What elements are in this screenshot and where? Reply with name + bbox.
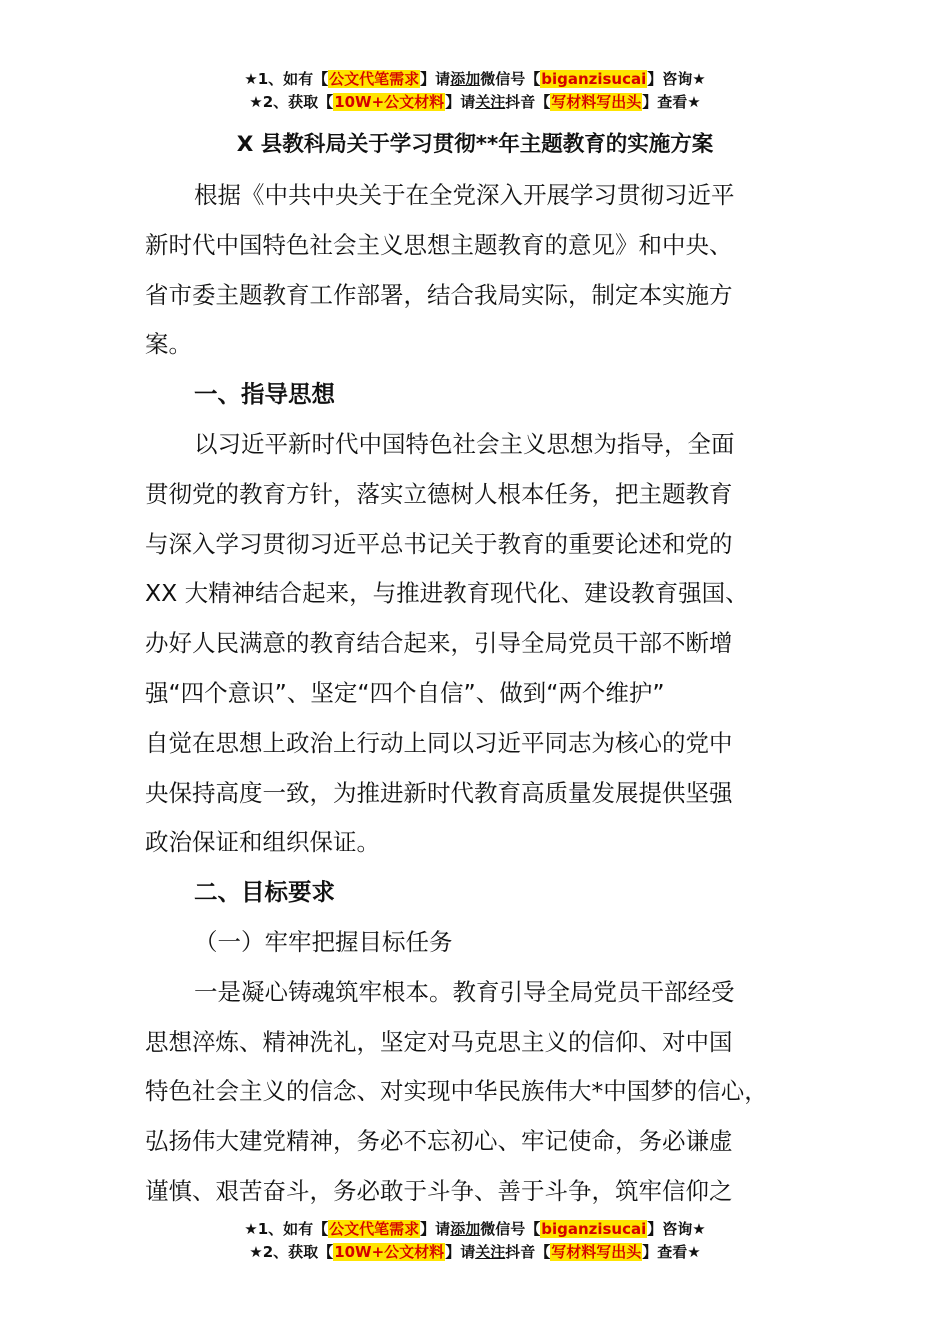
promo-banner-bottom bbox=[0, 1218, 950, 1264]
promo-text: 】查看★ bbox=[642, 93, 701, 111]
promo-text: 微信号【 bbox=[480, 1220, 541, 1238]
text-line: 弘扬伟大建党精神，务必不忘初心、牢记使命，务必谦虚 bbox=[145, 1127, 733, 1156]
text-line: 与深入学习贯彻习近平总书记关于教育的重要论述和党的 bbox=[145, 529, 733, 558]
section-heading-guiding-ideology: 一、指导思想 bbox=[194, 380, 335, 409]
text-line: XX 大精神结合起来，与推进教育现代化、建设教育强国、 bbox=[145, 579, 749, 608]
text-line: 以习近平新时代中国特色社会主义思想为指导，全面 bbox=[194, 429, 735, 458]
promo-text: 】咨询★ bbox=[647, 1220, 706, 1238]
promo-text: 】请 bbox=[445, 93, 476, 111]
highlight-text: biganzisucai bbox=[541, 70, 647, 88]
text-line: 新时代中国特色社会主义思想主题教育的意见》和中央、 bbox=[145, 230, 733, 259]
promo-text: 抖音【 bbox=[505, 1243, 551, 1261]
document-title: X 县教科局关于学习贯彻**年主题教育的实施方案 bbox=[236, 132, 714, 157]
text-line: 央保持高度一致，为推进新时代教育高质量发展提供坚强 bbox=[145, 778, 733, 807]
text-line: 贯彻党的教育方针，落实立德树人根本任务，把主题教育 bbox=[145, 479, 733, 508]
promo-text: ★2、获取【 bbox=[249, 93, 334, 111]
highlight-text: 10W+公文材料 bbox=[334, 93, 445, 111]
highlight-text: 公文代笔需求 bbox=[329, 70, 420, 88]
promo-text: 】请 bbox=[445, 1243, 476, 1261]
intro-paragraph bbox=[145, 171, 825, 370]
text-line: 案。 bbox=[145, 330, 192, 359]
promo-text: ★1、如有【 bbox=[244, 1220, 329, 1238]
text-line: 强“四个意识”、坚定“四个自信”、做到“两个维护” bbox=[145, 678, 665, 707]
promo-text: 】请 bbox=[420, 1220, 451, 1238]
subheading-goal-tasks: （一）牢牢把握目标任务 bbox=[194, 927, 453, 956]
text-line: 自觉在思想上政治上行动上同以习近平同志为核心的党中 bbox=[145, 728, 733, 757]
highlight-text: 公文代笔需求 bbox=[329, 1220, 420, 1238]
text-line: 思想淬炼、精神洗礼，坚定对马克思主义的信仰、对中国 bbox=[145, 1027, 733, 1056]
promo-text: 】请 bbox=[420, 70, 451, 88]
text-line: 根据《中共中央关于在全党深入开展学习贯彻习近平 bbox=[194, 181, 735, 209]
underlined-text: 添加 bbox=[450, 70, 481, 88]
promo-line-2 bbox=[0, 91, 950, 114]
highlight-text: 10W+公文材料 bbox=[334, 1243, 445, 1261]
text-line: 办好人民满意的教育结合起来，引导全局党员干部不断增 bbox=[145, 629, 733, 658]
promo-text: ★2、获取【 bbox=[249, 1243, 334, 1261]
guiding-ideology-paragraph bbox=[145, 420, 825, 868]
text-line: 特色社会主义的信念、对实现中华民族伟大*中国梦的信心， bbox=[145, 1077, 768, 1106]
highlight-text: biganzisucai bbox=[541, 1220, 647, 1238]
highlight-text: 写材料写出头 bbox=[551, 93, 642, 111]
text-line: 一是凝心铸魂筑牢根本。教育引导全局党员干部经受 bbox=[194, 977, 735, 1006]
text-line: 省市委主题教育工作部署，结合我局实际，制定本实施方 bbox=[145, 280, 733, 309]
promo-banner-top bbox=[0, 68, 950, 114]
promo-text: 抖音【 bbox=[505, 93, 551, 111]
underlined-text: 关注 bbox=[475, 1243, 506, 1261]
promo-line-2 bbox=[0, 1241, 950, 1264]
goal-tasks-paragraph bbox=[145, 968, 825, 1217]
text-line: 谨慎、艰苦奋斗，务必敢于斗争、善于斗争，筑牢信仰之 bbox=[145, 1176, 733, 1205]
highlight-text: 写材料写出头 bbox=[551, 1243, 642, 1261]
promo-text: 】查看★ bbox=[642, 1243, 701, 1261]
promo-line-1 bbox=[0, 1218, 950, 1241]
section-heading-goals: 二、目标要求 bbox=[194, 878, 335, 907]
underlined-text: 关注 bbox=[475, 93, 506, 111]
promo-text: ★1、如有【 bbox=[244, 70, 329, 88]
text-line: 政治保证和组织保证。 bbox=[145, 828, 380, 857]
promo-line-1 bbox=[0, 68, 950, 91]
promo-text: 微信号【 bbox=[480, 70, 541, 88]
document-body bbox=[145, 171, 825, 1217]
underlined-text: 添加 bbox=[450, 1220, 481, 1238]
promo-text: 】咨询★ bbox=[647, 70, 706, 88]
